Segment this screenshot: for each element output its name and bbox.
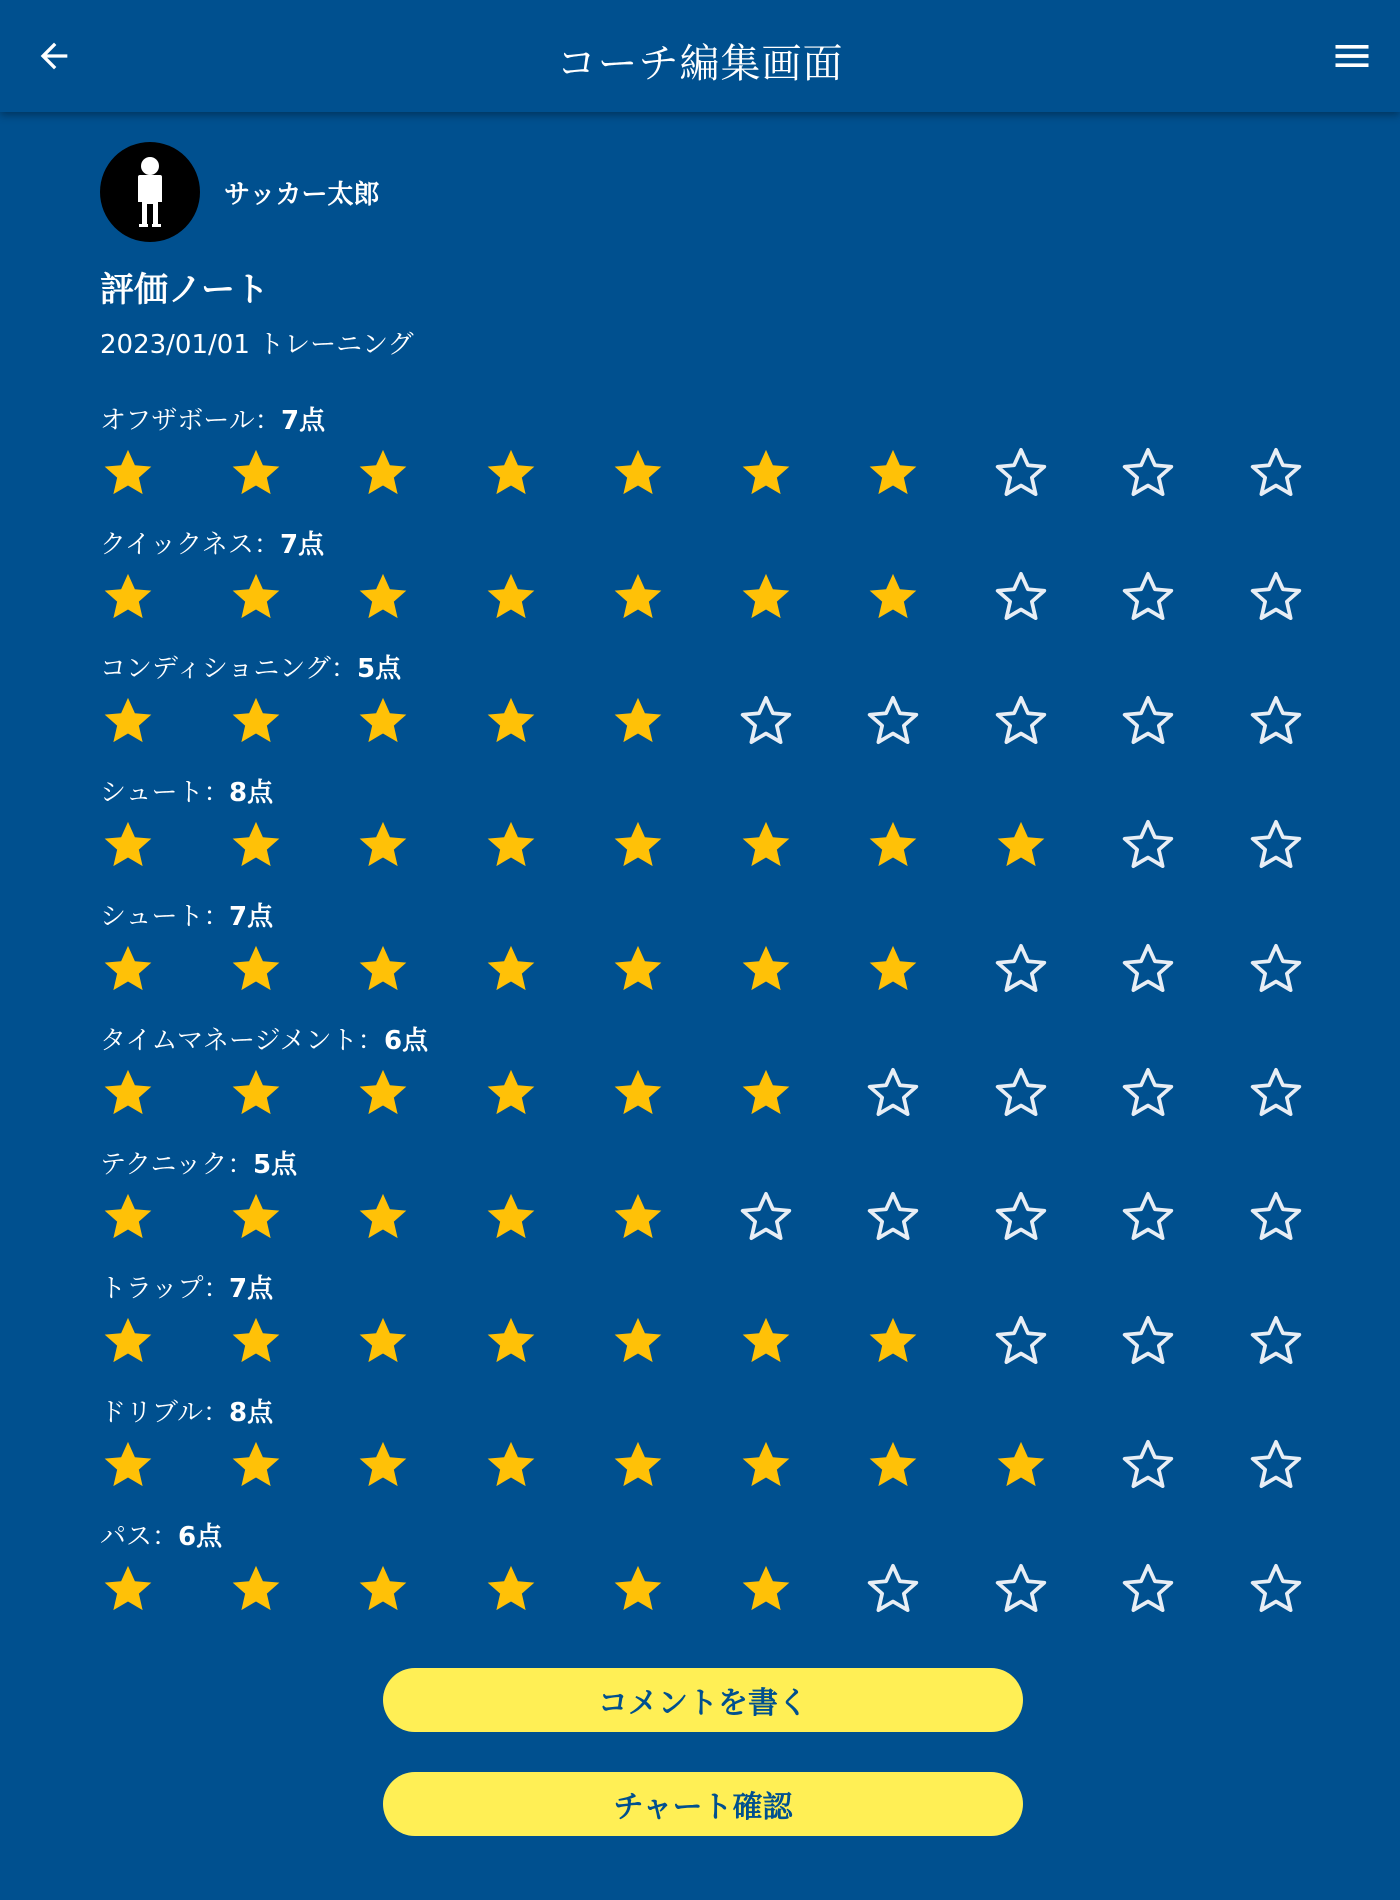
star-filled-icon[interactable] [738,568,794,624]
rating-score: 7点 [280,530,325,560]
write-comment-button[interactable]: コメントを書く [383,1668,1023,1732]
rating-label: コンディショニング： [100,654,357,684]
star-filled-icon[interactable] [738,816,794,872]
star-outline-icon[interactable] [865,1064,921,1120]
rating-row [100,1144,1320,1268]
star-outline-icon[interactable] [993,692,1049,748]
note-date: 2023/01/01 トレーニング [100,330,414,360]
star-outline-icon[interactable] [1120,1312,1176,1368]
star-filled-icon[interactable] [483,1064,539,1120]
star-filled-icon[interactable] [738,444,794,500]
rating-row [100,1516,1320,1640]
star-filled-icon[interactable] [355,444,411,500]
ratings-list [100,400,1320,1640]
star-filled-icon[interactable] [483,1312,539,1368]
rating-row [100,1392,1320,1516]
star-filled-icon[interactable] [738,940,794,996]
rating-label: パス： [100,1522,179,1552]
rating-label: シュート： [100,902,230,932]
app-bar [0,0,1400,112]
rating-label: クイックネス： [100,530,280,560]
star-outline-icon[interactable] [1248,940,1304,996]
star-filled-icon[interactable] [355,1436,411,1492]
star-filled-icon[interactable] [355,816,411,872]
star-filled-icon[interactable] [610,568,666,624]
star-rating [100,1064,1320,1120]
star-filled-icon[interactable] [483,940,539,996]
star-outline-icon[interactable] [993,444,1049,500]
star-filled-icon[interactable] [865,444,921,500]
star-filled-icon[interactable] [865,568,921,624]
rating-label: シュート： [100,778,230,808]
star-outline-icon[interactable] [1120,1560,1176,1616]
star-filled-icon[interactable] [738,1436,794,1492]
star-filled-icon[interactable] [228,1436,284,1492]
star-outline-icon[interactable] [865,1560,921,1616]
star-filled-icon[interactable] [610,1436,666,1492]
star-outline-icon[interactable] [993,568,1049,624]
star-filled-icon[interactable] [228,444,284,500]
star-filled-icon[interactable] [993,1436,1049,1492]
rating-score: 7点 [229,1274,274,1304]
star-filled-icon[interactable] [100,444,156,500]
star-outline-icon[interactable] [1120,568,1176,624]
star-filled-icon[interactable] [355,940,411,996]
menu-button[interactable] [1326,30,1378,82]
star-rating [100,1312,1320,1368]
star-filled-icon[interactable] [483,1560,539,1616]
star-filled-icon[interactable] [610,444,666,500]
avatar [100,142,200,242]
star-filled-icon[interactable] [610,1188,666,1244]
star-outline-icon[interactable] [1248,568,1304,624]
star-filled-icon[interactable] [865,816,921,872]
star-outline-icon[interactable] [1248,692,1304,748]
star-outline-icon[interactable] [1248,1436,1304,1492]
star-filled-icon[interactable] [738,1560,794,1616]
star-filled-icon[interactable] [355,1560,411,1616]
star-outline-icon[interactable] [1248,444,1304,500]
rating-score: 8点 [229,778,274,808]
star-filled-icon[interactable] [610,692,666,748]
star-outline-icon[interactable] [1120,816,1176,872]
star-filled-icon[interactable] [993,816,1049,872]
rating-row [100,524,1320,648]
star-filled-icon[interactable] [483,1436,539,1492]
star-rating [100,444,1320,500]
star-filled-icon[interactable] [865,940,921,996]
page-title: コーチ編集画面 [556,41,844,87]
star-filled-icon[interactable] [610,1312,666,1368]
star-filled-icon[interactable] [610,940,666,996]
star-filled-icon[interactable] [228,1064,284,1120]
player-name: サッカー太郎 [224,179,380,210]
star-filled-icon[interactable] [100,1064,156,1120]
star-filled-icon[interactable] [100,692,156,748]
star-outline-icon[interactable] [1248,1064,1304,1120]
star-filled-icon[interactable] [610,1560,666,1616]
star-filled-icon[interactable] [610,1064,666,1120]
star-outline-icon[interactable] [993,1312,1049,1368]
star-filled-icon[interactable] [355,568,411,624]
star-outline-icon[interactable] [993,1560,1049,1616]
star-filled-icon[interactable] [100,568,156,624]
rating-row [100,772,1320,896]
star-filled-icon[interactable] [483,1188,539,1244]
star-outline-icon[interactable] [993,1064,1049,1120]
star-filled-icon[interactable] [228,940,284,996]
star-filled-icon[interactable] [100,1312,156,1368]
star-filled-icon[interactable] [483,692,539,748]
star-rating [100,1436,1320,1492]
rating-label: タイムマネージメント： [100,1026,384,1056]
rating-row [100,648,1320,772]
star-filled-icon[interactable] [228,1188,284,1244]
star-rating [100,940,1320,996]
rating-score: 7点 [281,406,326,436]
star-outline-icon[interactable] [1120,1436,1176,1492]
star-filled-icon[interactable] [100,940,156,996]
rating-score: 7点 [229,902,274,932]
rating-row [100,1020,1320,1144]
star-filled-icon[interactable] [228,692,284,748]
star-filled-icon[interactable] [483,444,539,500]
player-profile [100,142,379,242]
star-outline-icon[interactable] [738,1188,794,1244]
star-outline-icon[interactable] [1120,692,1176,748]
rating-label: ドリブル： [100,1398,229,1428]
star-filled-icon[interactable] [228,1560,284,1616]
star-outline-icon[interactable] [1120,1064,1176,1120]
star-rating [100,568,1320,624]
star-filled-icon[interactable] [738,1312,794,1368]
chart-check-button[interactable]: チャート確認 [383,1772,1023,1836]
star-outline-icon[interactable] [1120,940,1176,996]
star-outline-icon[interactable] [1248,1188,1304,1244]
rating-score: 6点 [178,1522,223,1552]
star-outline-icon[interactable] [1248,816,1304,872]
star-outline-icon[interactable] [865,1188,921,1244]
rating-label: オフザボール： [100,406,281,436]
star-rating [100,1188,1320,1244]
rating-score: 5点 [357,654,402,684]
note-title: 評価ノート [100,270,269,310]
star-outline-icon[interactable] [1248,1560,1304,1616]
rating-score: 8点 [229,1398,274,1428]
rating-row [100,896,1320,1020]
star-filled-icon[interactable] [355,1312,411,1368]
star-rating [100,816,1320,872]
star-filled-icon[interactable] [228,816,284,872]
star-filled-icon[interactable] [100,816,156,872]
star-outline-icon[interactable] [993,1188,1049,1244]
rating-label: テクニック： [100,1150,254,1180]
star-rating [100,692,1320,748]
star-filled-icon[interactable] [228,568,284,624]
rating-score: 5点 [253,1150,298,1180]
rating-row [100,1268,1320,1392]
star-outline-icon[interactable] [1120,1188,1176,1244]
star-filled-icon[interactable] [100,1188,156,1244]
star-outline-icon[interactable] [993,940,1049,996]
star-outline-icon[interactable] [1248,1312,1304,1368]
star-filled-icon[interactable] [355,1188,411,1244]
star-filled-icon[interactable] [483,816,539,872]
star-filled-icon[interactable] [610,816,666,872]
person-silhouette-icon [100,142,200,242]
star-filled-icon[interactable] [100,1436,156,1492]
star-filled-icon[interactable] [355,1064,411,1120]
star-rating [100,1560,1320,1616]
star-outline-icon[interactable] [738,692,794,748]
star-filled-icon[interactable] [355,692,411,748]
rating-label: トラップ： [100,1274,230,1304]
rating-row [100,400,1320,524]
star-outline-icon[interactable] [1120,444,1176,500]
hamburger-menu-icon [1330,34,1374,78]
star-filled-icon[interactable] [865,1436,921,1492]
star-filled-icon[interactable] [865,1312,921,1368]
star-filled-icon[interactable] [228,1312,284,1368]
star-filled-icon[interactable] [738,1064,794,1120]
rating-score: 6点 [384,1026,429,1056]
star-filled-icon[interactable] [483,568,539,624]
star-filled-icon[interactable] [100,1560,156,1616]
star-outline-icon[interactable] [865,692,921,748]
